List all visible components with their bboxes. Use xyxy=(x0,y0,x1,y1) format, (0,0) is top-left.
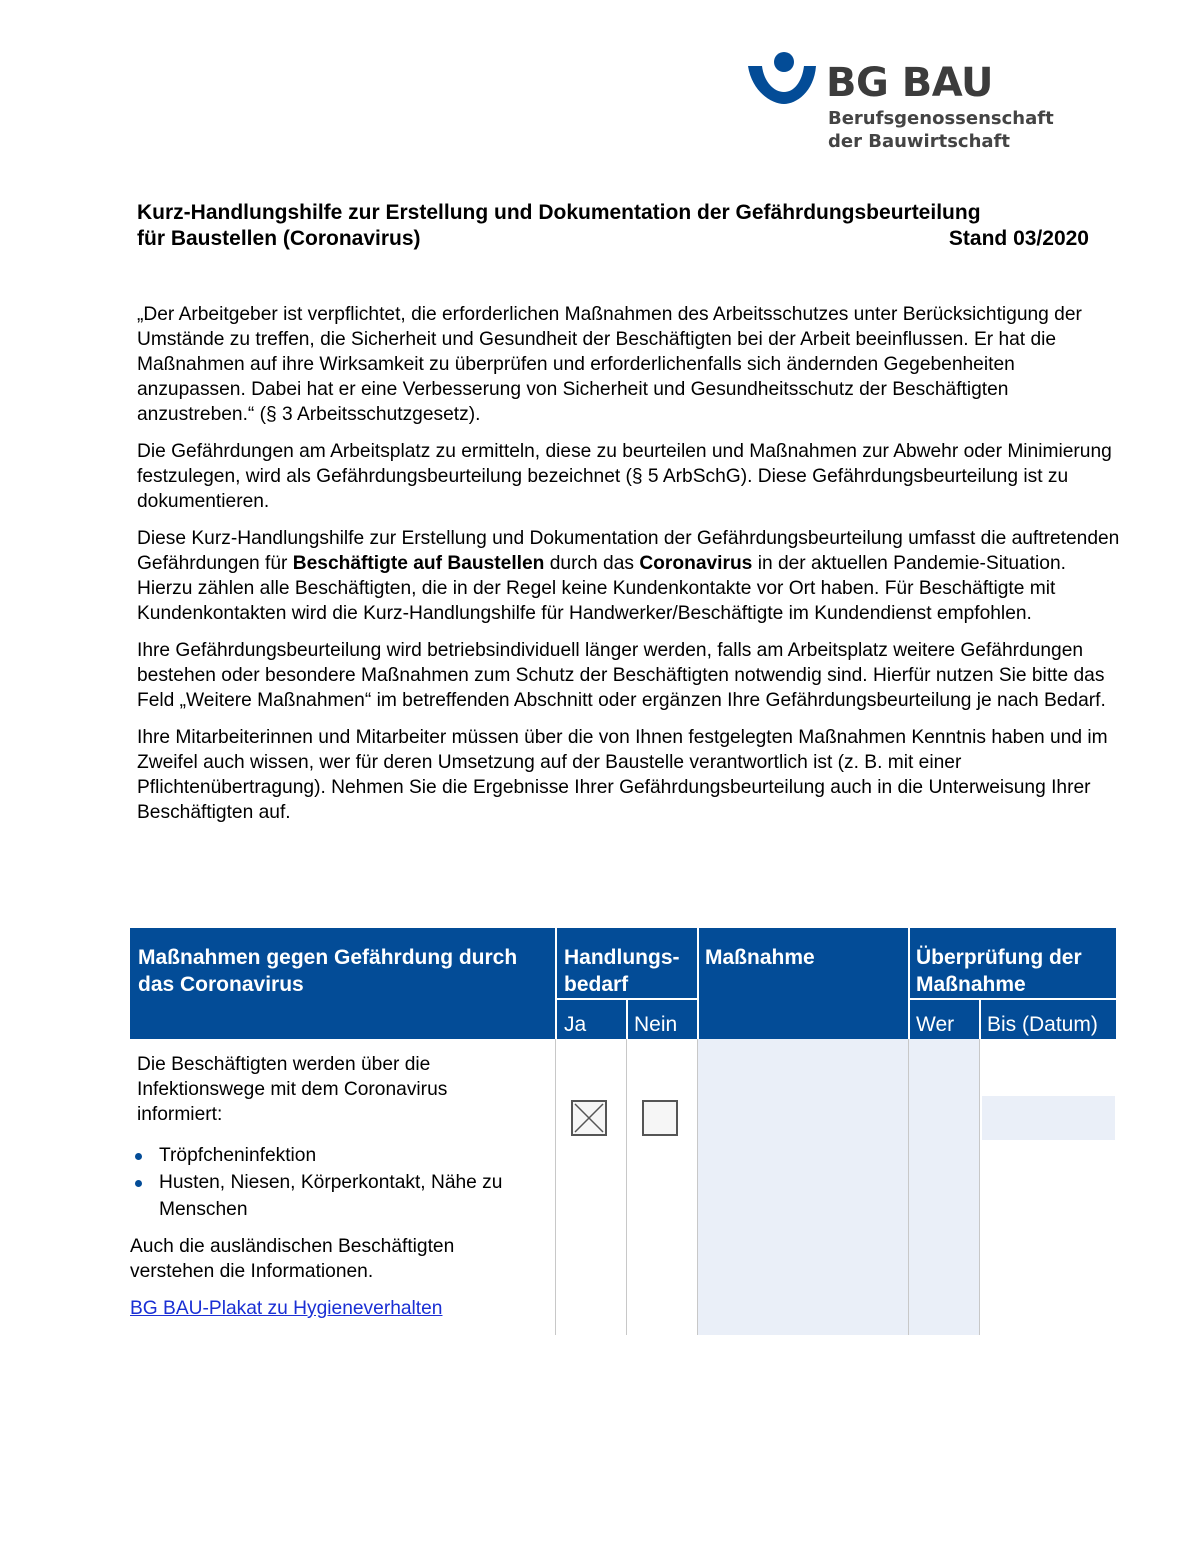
massnahme-input-cell[interactable] xyxy=(698,1039,908,1335)
header-divider xyxy=(555,928,557,1039)
header-massnahmen-gegen-gefaehrdung: Maßnahmen gegen Gefährdung durch das Coronavirus xyxy=(138,946,518,996)
paragraph-3 xyxy=(137,526,1122,626)
list-item xyxy=(130,1169,540,1223)
bis-datum-input-cell[interactable] xyxy=(982,1096,1115,1140)
nein-checkbox[interactable] xyxy=(642,1100,678,1136)
header-divider xyxy=(697,928,699,1039)
header-divider xyxy=(908,928,910,1039)
logo-subtitle-1: Berufsgenossenschaft xyxy=(828,108,1054,129)
header-nein: Nein xyxy=(634,1013,678,1036)
row-note-text: Auch die ausländischen Beschäftigten verstehen die Informationen. xyxy=(130,1236,455,1282)
p3-text-c: durch das xyxy=(544,553,640,574)
bullet-icon xyxy=(135,1180,142,1187)
bullet-text: Husten, Niesen, Körperkontakt, Nähe zu Menschen xyxy=(159,1172,503,1220)
paragraph-2: Die Gefährdungen am Arbeitsplatz zu ermitteln, diese zu beurteilen und Maßnahmen zur Abwehr oder Minimierung festzulegen, wird als Gefährdungsbeurteilung bezeichnet (§ 5 ArbSchG). Diese Gefährdungsbeurteilung ist zu dokumentieren. xyxy=(137,441,1112,512)
ja-checkbox[interactable] xyxy=(571,1100,607,1136)
bullet-icon xyxy=(135,1153,142,1160)
column-divider xyxy=(626,1039,627,1335)
logo-subtitle-2: der Bauwirtschaft xyxy=(828,131,1010,152)
paragraph-5: Ihre Mitarbeiterinnen und Mitarbeiter müssen über die von Ihnen festgelegten Maßnahmen Kenntnis haben und im Zweifel auch wissen, wer für deren Umsetzung auf der Baustelle verantwortlich ist (z. B. mit einer Pflichtenübertragung). Nehmen Sie die Ergebnisse Ihrer Gefährdungsbeurteilung auch in die Unterweisung Ihrer Beschäftigten auf. xyxy=(137,727,1108,823)
header-ueberpruefung: Überprüfung der Maßnahme xyxy=(916,946,1082,996)
title-line-2: für Baustellen (Coronavirus) xyxy=(137,227,421,250)
header-subline xyxy=(556,998,698,1000)
header-subdivider xyxy=(626,998,628,1039)
header-ja: Ja xyxy=(564,1013,587,1036)
bullet-text: Tröpfcheninfektion xyxy=(159,1145,317,1166)
title-line-1: Kurz-Handlungshilfe zur Erstellung und Dokumentation der Gefährdungsbeurteilung xyxy=(137,201,981,224)
header-subdivider xyxy=(979,998,981,1039)
header-massnahme: Maßnahme xyxy=(705,946,815,969)
column-divider xyxy=(979,1039,980,1335)
infection-routes-list xyxy=(130,1142,540,1223)
paragraph-4: Ihre Gefährdungsbeurteilung wird betriebsindividuell länger werden, falls am Arbeitsplatz weitere Gefährdungen bestehen oder besondere Maßnahmen zum Schutz der Beschäftigten notwendig sind. Hierfür nutzen Sie bitte das Feld „Weitere Maßnahmen“ im betreffenden Abschnitt oder ergänzen Ihre Gefährdungsbeurteilung je nach Bedarf. xyxy=(137,640,1106,711)
bg-bau-logo-icon xyxy=(746,52,818,108)
p3-bold-baustellen: Beschäftigte auf Baustellen xyxy=(292,553,545,574)
column-divider xyxy=(555,1039,556,1335)
header-wer: Wer xyxy=(916,1013,955,1036)
header-subline xyxy=(909,998,1117,1000)
checkbox-cross-icon xyxy=(573,1102,605,1134)
title-stand: Stand 03/2020 xyxy=(948,227,1089,250)
row-intro-text: Die Beschäftigten werden über die Infektionswege mit dem Coronavirus informiert: xyxy=(137,1054,448,1125)
p3-text-a: Diese Kurz-Handlungshilfe zur Erstellung und Dokumentation der Gefährdungsbeurteilung umfasst die auftretenden Gefährdungen für xyxy=(137,528,1120,574)
header-divider xyxy=(1116,928,1118,1039)
hygiene-poster-link[interactable]: BG BAU-Plakat zu Hygieneverhalten xyxy=(130,1298,443,1319)
wer-input-cell[interactable] xyxy=(909,1039,979,1335)
header-handlungsbedarf: Handlungs-bedarf xyxy=(564,946,680,996)
p3-text-e: in der aktuellen Pandemie-Situation. Hierzu zählen alle Beschäftigten, die in der Regel keine Kundenkontakte vor Ort haben. Für Beschäftigte mit Kundenkontakten wird die Kurz-Handlungshilfe für Handwerker/Beschäftigte im Kundendienst empfohlen. xyxy=(137,553,1066,624)
paragraph-1: „Der Arbeitgeber ist verpflichtet, die erforderlichen Maßnahmen des Arbeitsschutzes unter Berücksichtigung der Umstände zu treffen, die Sicherheit und Gesundheit der Beschäftigten bei der Arbeit beeinflussen. Er hat die Maßnahmen auf ihre Wirksamkeit zu überprüfen und erforderlichenfalls sich ändernden Gegebenheiten anzupassen. Dabei hat er eine Verbesserung von Sicherheit und Gesundheitsschutz der Beschäftigten anzustreben.“ (§ 3 Arbeitsschutzgesetz). xyxy=(137,304,1082,425)
bg-bau-logo xyxy=(746,52,1054,162)
column-divider xyxy=(908,1039,909,1335)
p3-bold-coronavirus: Coronavirus xyxy=(639,553,753,574)
intro-text xyxy=(137,302,1122,837)
list-item xyxy=(130,1142,540,1169)
document-title xyxy=(137,200,1097,252)
header-bis-datum: Bis (Datum) xyxy=(987,1013,1098,1036)
logo-brand: BG BAU xyxy=(826,60,993,106)
column-divider xyxy=(697,1039,698,1335)
table-header xyxy=(130,928,1118,1039)
